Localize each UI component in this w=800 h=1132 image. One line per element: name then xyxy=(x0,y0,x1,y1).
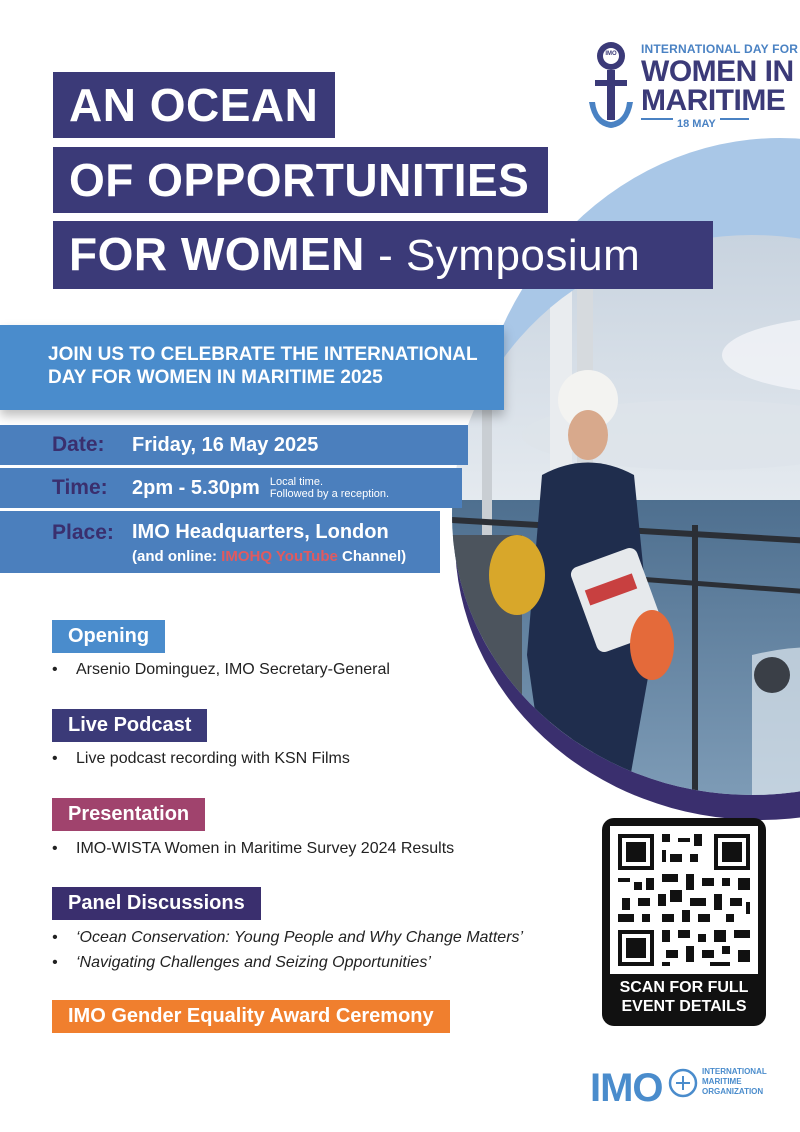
presentation-heading: Presentation xyxy=(52,798,205,831)
imo-org-name: INTERNATIONAL MARITIME ORGANIZATION xyxy=(702,1067,767,1096)
time-value: 2pm - 5.30pm xyxy=(132,476,260,499)
date-row xyxy=(0,425,468,465)
place-row xyxy=(0,511,440,573)
time-label: Time: xyxy=(52,476,108,499)
title-line-3 xyxy=(53,221,713,289)
logo-line-3: MARITIME xyxy=(641,84,786,117)
logo-badge: IMO xyxy=(605,51,617,57)
banner-line-2: DAY FOR WOMEN IN MARITIME 2025 xyxy=(48,367,383,388)
place-value: IMO Headquarters, London xyxy=(132,521,389,543)
banner-line-1: JOIN US TO CELEBRATE THE INTERNATIONAL xyxy=(48,344,478,365)
imo-logo-letters: IMO xyxy=(590,1066,663,1110)
title-line-1: AN OCEAN xyxy=(53,72,335,138)
time-row xyxy=(0,468,462,508)
opening-heading: Opening xyxy=(52,620,165,653)
date-value: Friday, 16 May 2025 xyxy=(132,433,319,456)
podcast-heading: Live Podcast xyxy=(52,709,207,742)
panel-heading: Panel Discussions xyxy=(52,887,261,920)
celebrate-banner xyxy=(0,325,504,410)
qr-caption: SCAN FOR FULL EVENT DETAILS xyxy=(619,979,749,1015)
place-label: Place: xyxy=(52,521,114,544)
youtube-link[interactable]: IMOHQ YouTube xyxy=(221,548,338,565)
list-item: • IMO-WISTA Women in Maritime Survey 2024 Results xyxy=(52,840,454,858)
title-line-3-bold: FOR WOMEN xyxy=(69,228,365,280)
logo-line-2: WOMEN IN xyxy=(641,55,794,88)
list-item: • Arsenio Dominguez, IMO Secretary-General xyxy=(52,661,390,679)
list-item: • ‘Navigating Challenges and Seizing Opportunities’ xyxy=(52,954,431,972)
qr-pattern xyxy=(610,826,758,974)
hero-photo xyxy=(452,235,800,795)
date-label: Date: xyxy=(52,433,105,456)
list-item: • Live podcast recording with KSN Films xyxy=(52,750,350,768)
time-note: Local time. Followed by a reception. xyxy=(269,476,390,500)
logo-line-1: INTERNATIONAL DAY FOR xyxy=(641,42,799,56)
list-item: • ‘Ocean Conservation: Young People and Why Change Matters’ xyxy=(52,929,523,947)
online-line: (and online: IMOHQ YouTube Channel) xyxy=(132,548,407,565)
title-line-3-thin: - Symposium xyxy=(378,231,641,280)
logo-date: 18 MAY xyxy=(673,118,720,130)
women-in-maritime-logo xyxy=(585,40,799,135)
qr-code[interactable] xyxy=(610,826,758,974)
award-heading: IMO Gender Equality Award Ceremony xyxy=(52,1000,450,1033)
imo-globe-icon xyxy=(668,1068,698,1098)
title-line-2: OF OPPORTUNITIES xyxy=(53,147,548,213)
